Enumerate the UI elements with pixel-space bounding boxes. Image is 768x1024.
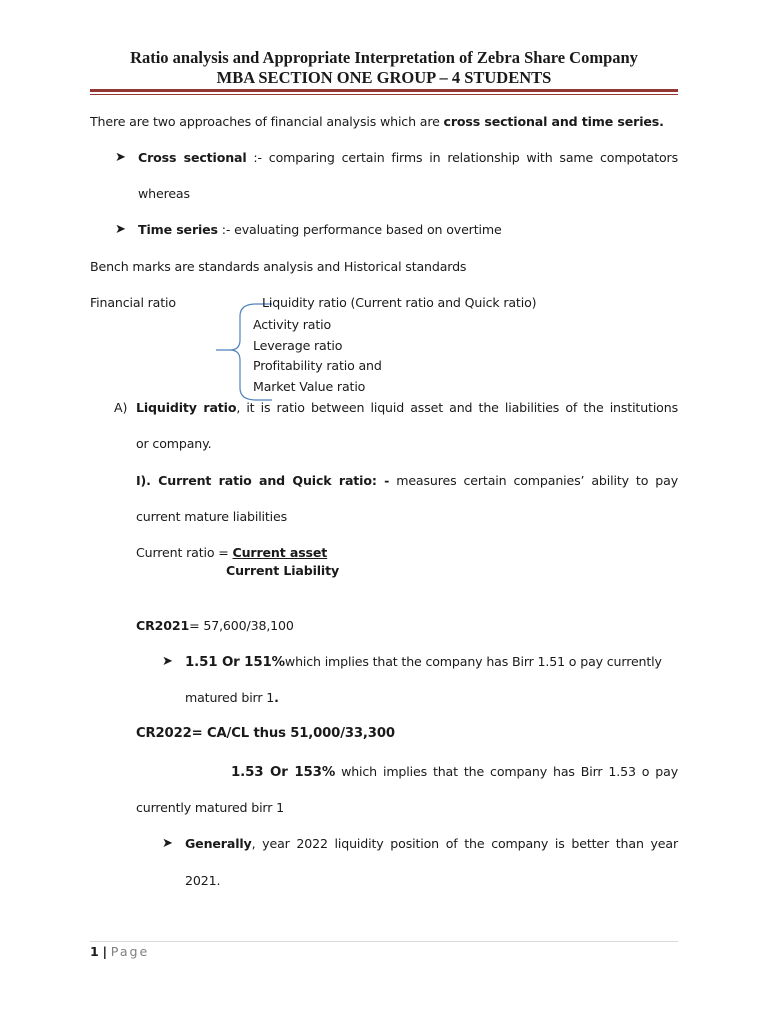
arrow-bullet-icon: ➤ [115, 150, 126, 165]
footer-separator: | [102, 944, 107, 959]
benchmark-paragraph: Bench marks are standards analysis and Historical standards [90, 259, 467, 274]
document-title: Ratio analysis and Appropriate Interpretation of Zebra Share Company [130, 48, 638, 67]
intro-text: There are two approaches of financial analysis which are [90, 114, 444, 129]
header-rule-thin [90, 94, 678, 95]
ratio-item-market-value: Market Value ratio [253, 379, 366, 394]
cr2021-result-line2: matured birr 1 [185, 690, 275, 705]
cr2022-result [231, 764, 678, 780]
generally-text-continued: 2021. [185, 873, 221, 888]
intro-paragraph [90, 114, 664, 129]
section-a-text-continued: or company. [136, 436, 212, 451]
section-a-term: Liquidity ratio [136, 400, 237, 415]
footer-rule [90, 941, 678, 942]
header-rule-thick [90, 89, 678, 92]
arrow-bullet-icon: ➤ [115, 222, 126, 237]
cr2021-value: = 57,600/38,100 [189, 618, 294, 633]
cr2021-result-end: . [274, 690, 279, 705]
section-a-marker: A) [114, 400, 128, 415]
cr2022-result-text: which implies that the company has Birr 1.53 o pay [335, 764, 678, 779]
ratio-item-leverage: Leverage ratio [253, 338, 343, 353]
sub-text-continued: current mature liabilities [136, 509, 288, 524]
ratio-item-profitability: Profitability ratio and [253, 358, 382, 373]
arrow-bullet-icon: ➤ [162, 654, 173, 669]
ratio-item-activity: Activity ratio [253, 317, 332, 332]
cr2022-result-continued: currently matured birr 1 [136, 800, 284, 815]
cr2021-result-text: which implies that the company has Birr 1.51 o pay currently [284, 654, 662, 669]
cr2021-result-value: 1.51 Or 151% [185, 655, 285, 670]
formula-denominator: Current Liability [226, 563, 340, 578]
bullet-text: :- comparing certain firms in relationship with same compotators [246, 150, 678, 165]
generally-term: Generally [185, 836, 252, 851]
formula-label: Current ratio = [136, 545, 233, 560]
generally-text: , year 2022 liquidity position of the company is better than year [251, 836, 678, 851]
cr2022-heading: CR2022= CA/CL thus 51,000/33,300 [136, 726, 395, 741]
bullet-term: Cross sectional [138, 150, 247, 165]
bullet-cross-sectional [138, 150, 678, 165]
page-footer [90, 944, 149, 959]
document-subtitle: MBA SECTION ONE GROUP – 4 STUDENTS [216, 68, 552, 87]
generally-paragraph [185, 836, 678, 851]
intro-bold: cross sectional and time series [443, 114, 660, 129]
bullet-text: :- evaluating performance based on overtime [217, 222, 502, 237]
cr2021-line [136, 618, 294, 633]
ratio-item-liquidity: Liquidity ratio (Current ratio and Quick ratio) [262, 295, 537, 310]
financial-ratio-label: Financial ratio [90, 295, 176, 310]
bullet-term: Time series [138, 222, 218, 237]
current-quick-ratio-paragraph [136, 473, 678, 488]
cr2021-label: CR2021 [136, 618, 190, 633]
sub-heading: I). Current ratio and Quick ratio: - [136, 473, 390, 488]
section-a-paragraph [136, 400, 678, 415]
intro-end: . [659, 114, 664, 129]
page-number: 1 [90, 944, 99, 959]
cr2022-result-value: 1.53 Or 153% [231, 765, 336, 780]
section-a-text: , it is ratio between liquid asset and the liabilities of the institutions [236, 400, 678, 415]
bullet-text-continued: whereas [138, 186, 190, 201]
sub-text: measures certain companies’ ability to pay [389, 473, 678, 488]
current-ratio-formula [136, 545, 327, 560]
page-label: Page [110, 944, 150, 959]
bullet-time-series [138, 222, 502, 237]
cr2021-result [185, 654, 662, 670]
arrow-bullet-icon: ➤ [162, 836, 173, 851]
cr2021-result-continued [185, 690, 279, 705]
formula-numerator: Current asset [232, 545, 328, 560]
